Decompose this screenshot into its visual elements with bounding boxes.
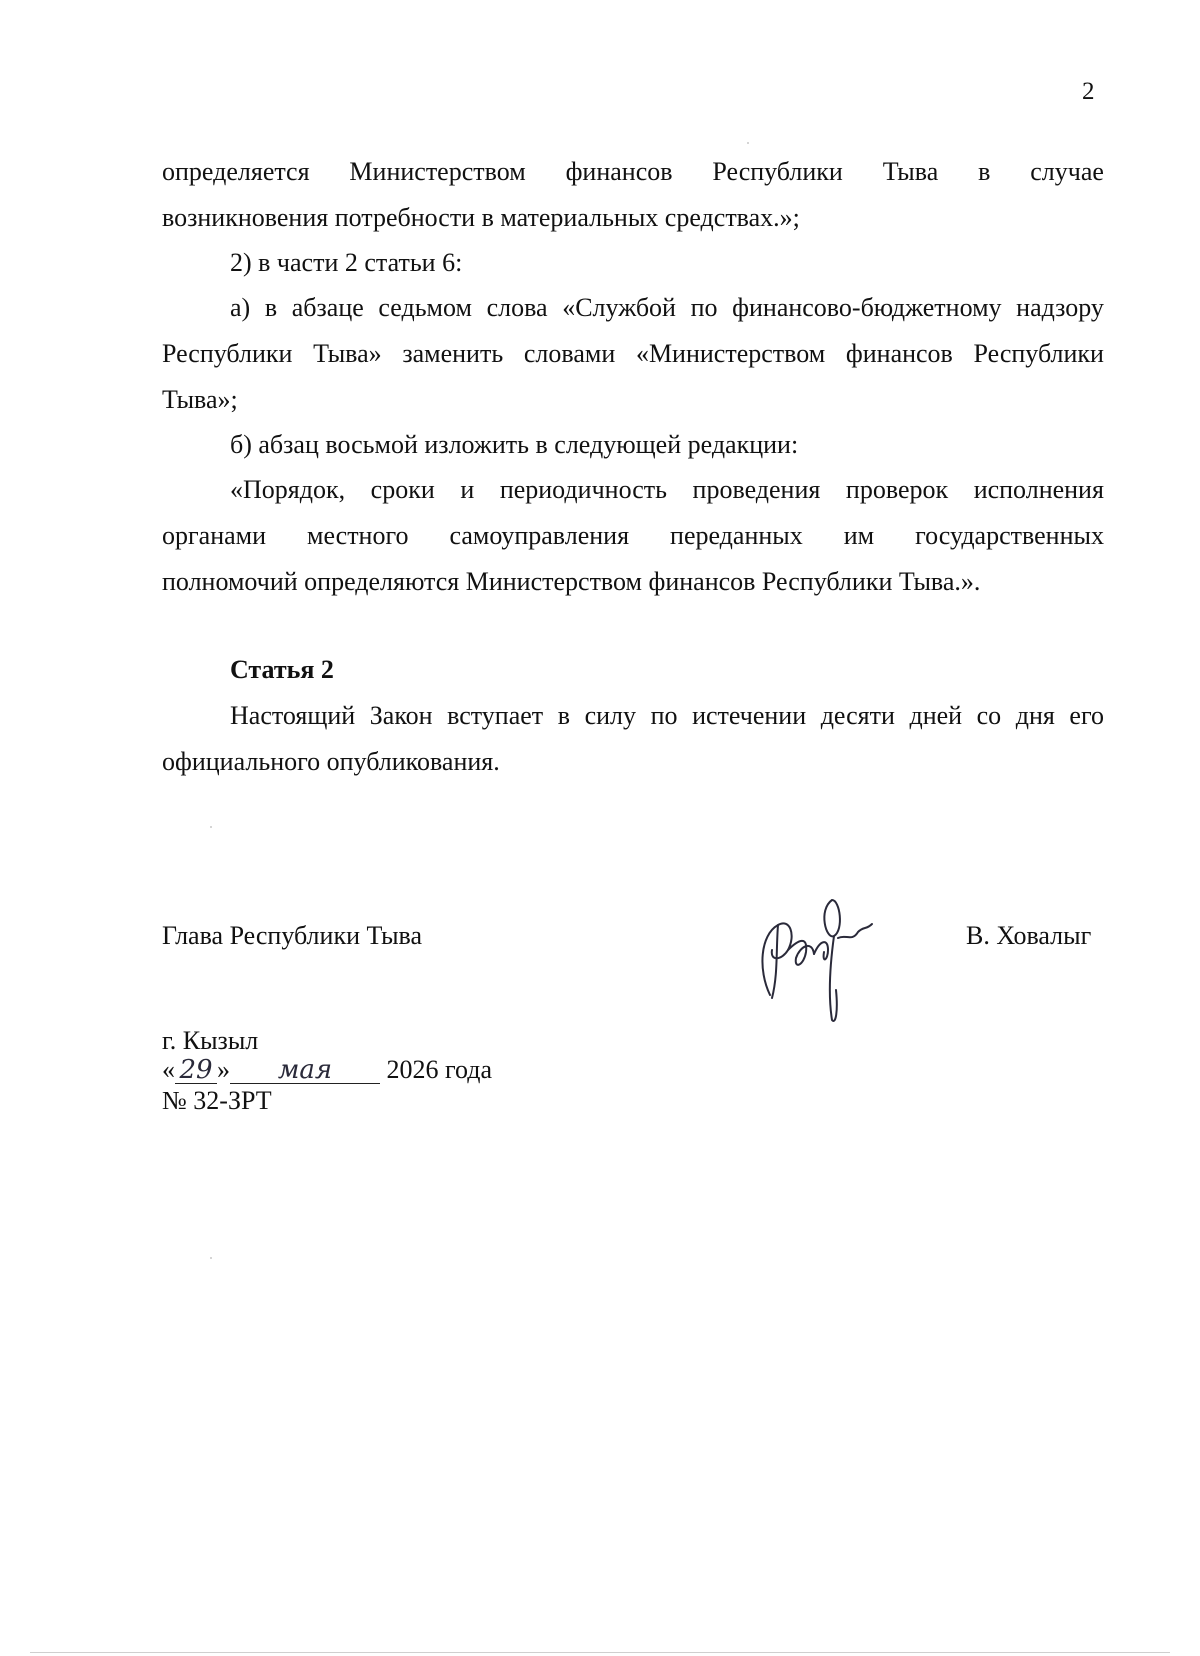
body-line-9 <box>162 521 1104 551</box>
word: по <box>690 293 718 322</box>
word: проведения <box>692 475 821 504</box>
body-line-3: 2) в части 2 статьи 6: <box>230 248 463 277</box>
body-line-2: возникновения потребности в материальных средствах.»; <box>162 203 800 232</box>
handwritten-month: мая <box>230 1057 380 1084</box>
word: силу <box>584 701 637 730</box>
year-text: 2026 года <box>386 1055 493 1084</box>
signatory-name: В. Ховалыг <box>966 921 1092 950</box>
word: «Службой <box>562 293 676 322</box>
body-line-8 <box>230 475 1104 505</box>
word: и <box>460 475 475 504</box>
scan-speck <box>210 1257 212 1259</box>
word: случае <box>1030 157 1104 186</box>
word: самоуправления <box>449 521 630 550</box>
word: Республики <box>712 157 843 186</box>
article-heading: Статья 2 <box>230 655 334 684</box>
body-line-12 <box>230 701 1104 731</box>
word: Тыва» <box>313 339 382 368</box>
body-line-1 <box>162 157 1104 187</box>
word: истечении <box>692 701 807 730</box>
body-line-7: б) абзац восьмой изложить в следующей редакции: <box>230 430 799 459</box>
word: Республики <box>162 339 293 368</box>
word: по <box>650 701 678 730</box>
scan-edge <box>30 1652 1170 1653</box>
word: Настоящий <box>230 701 356 730</box>
word: «Министерством <box>635 339 826 368</box>
word: проверок <box>845 475 949 504</box>
word: в <box>978 157 991 186</box>
word: переданных <box>670 521 803 550</box>
word: финансов <box>845 339 953 368</box>
word: органами <box>162 521 267 550</box>
word: заменить <box>402 339 504 368</box>
word: финансов <box>565 157 673 186</box>
word: абзаце <box>291 293 364 322</box>
body-line-5 <box>162 339 1104 369</box>
word: словами <box>523 339 616 368</box>
place: г. Кызыл <box>162 1026 259 1055</box>
word: сроки <box>370 475 435 504</box>
word: Республики <box>973 339 1104 368</box>
quote-close: » <box>217 1055 230 1084</box>
date-line <box>162 1055 492 1085</box>
word: его <box>1069 701 1104 730</box>
word: десяти <box>820 701 895 730</box>
page-number: 2 <box>1082 78 1095 105</box>
word: в <box>264 293 278 322</box>
body-line-13: официального опубликования. <box>162 747 500 776</box>
body-line-6: Тыва»; <box>162 385 238 414</box>
word: Министерством <box>349 157 526 186</box>
word: местного <box>307 521 409 550</box>
word: а) <box>230 293 251 322</box>
word: дня <box>1015 701 1055 730</box>
word: Закон <box>369 701 433 730</box>
quote-open: « <box>162 1055 175 1084</box>
word: Тыва <box>882 157 939 186</box>
word: им <box>843 521 875 550</box>
registration-number: № 32-ЗРТ <box>162 1086 272 1115</box>
word: дней <box>909 701 963 730</box>
word: слова <box>486 293 548 322</box>
signatory-title: Глава Республики Тыва <box>162 921 423 950</box>
word: периодичность <box>499 475 667 504</box>
handwritten-signature <box>748 880 888 1030</box>
body-line-4 <box>230 293 1104 323</box>
word: финансово-бюджетному <box>732 293 1002 322</box>
word: со <box>976 701 1002 730</box>
body-line-10: полномочий определяются Министерством финансов Республики Тыва.». <box>162 567 981 596</box>
word: вступает <box>447 701 544 730</box>
word: определяется <box>162 157 310 186</box>
word: в <box>557 701 571 730</box>
word: седьмом <box>378 293 472 322</box>
word: «Порядок, <box>230 475 346 504</box>
scan-speck <box>210 826 212 828</box>
handwritten-day: 29 <box>175 1057 217 1084</box>
word: государственных <box>915 521 1104 550</box>
word: исполнения <box>973 475 1104 504</box>
scan-speck <box>747 142 749 144</box>
word: надзору <box>1016 293 1104 322</box>
